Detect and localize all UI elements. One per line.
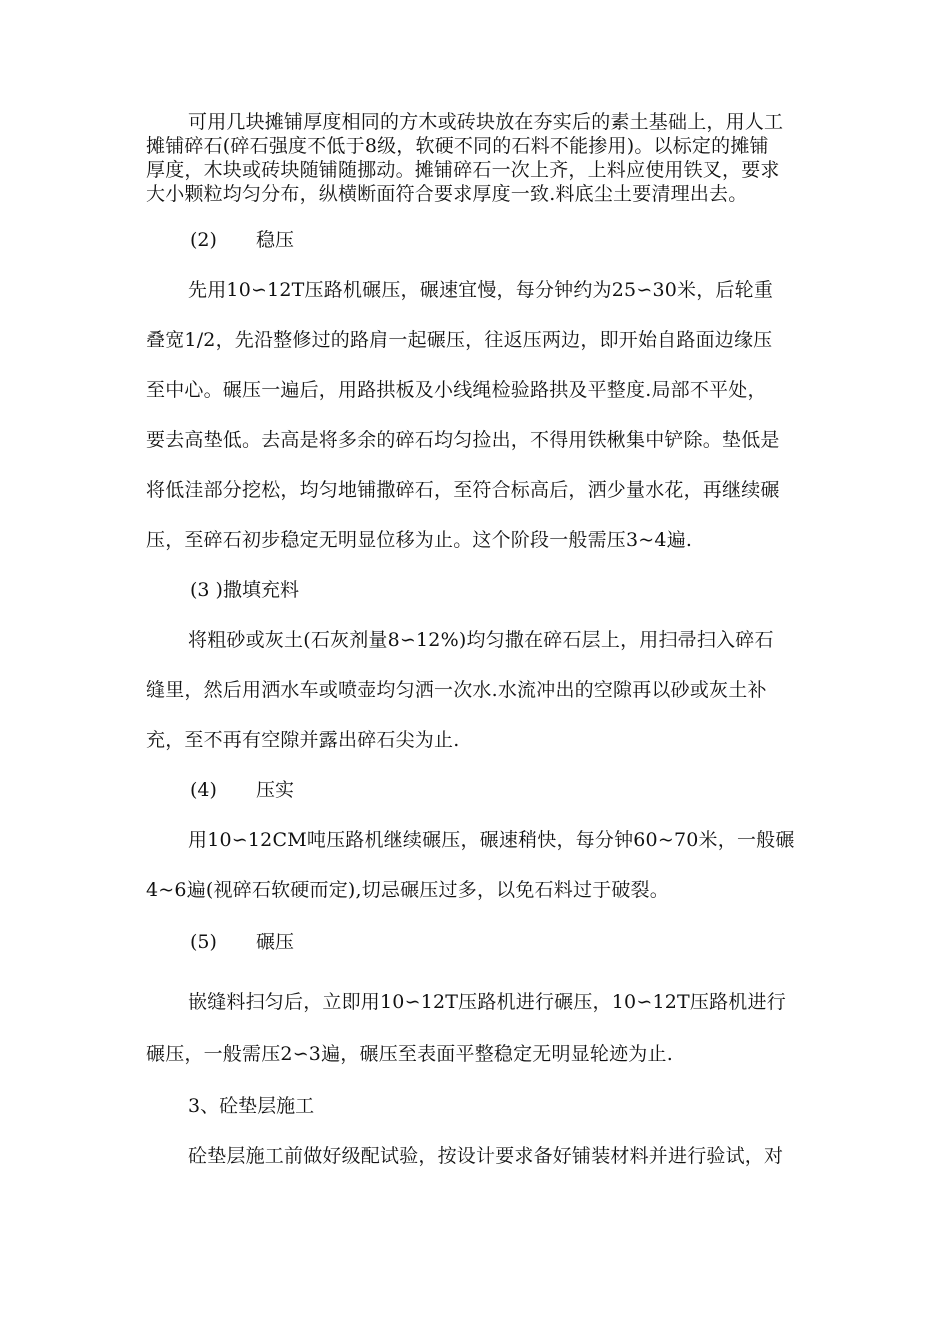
paragraph-line: 嵌缝料扫匀后，立即用10∽12T压路机进行碾压，10∽12T压路机进行 (188, 991, 786, 1013)
paragraph-line: 碾压，一般需压2∽3遍，碾压至表面平整稳定无明显轮迹为止. (146, 1043, 673, 1065)
section-heading (190, 228, 294, 252)
paragraph-line: 4~6遍(视碎石软硬而定),切忌碾压过多，以免石料过于破裂。 (146, 879, 669, 901)
paragraph-line: 将粗砂或灰土(石灰剂量8∽12%)均匀撒在碎石层上，用扫帚扫入碎石 (188, 629, 774, 651)
paragraph-line: 压，至碎石初步稳定无明显位移为止。这个阶段一般需压3~4遍. (146, 529, 693, 551)
section-heading (190, 578, 299, 602)
paragraph-line: 摊铺碎石(碎石强度不低于8级，软硬不同的石料不能掺用)。以标定的摊铺 (146, 135, 769, 157)
paragraph-line: 用10∽12CM吨压路机继续碾压，碾速稍快，每分钟60~70米，一般碾 (188, 829, 795, 851)
section-title: 稳压 (256, 229, 295, 251)
paragraph-line: 要去高垫低。去高是将多余的碎石均匀捡出，不得用铁楸集中铲除。垫低是 (146, 429, 780, 451)
paragraph-line: 叠宽1/2，先沿整修过的路肩一起碾压，往返压两边，即开始自路面边缘压 (146, 329, 773, 351)
section-title: 压实 (256, 779, 295, 801)
paragraph-line: 厚度，木块或砖块随铺随挪动。摊铺碎石一次上齐，上料应使用铁叉，要求 (146, 159, 780, 181)
paragraph-line: 砼垫层施工前做好级配试验，按设计要求备好铺装材料并进行验试，对 (188, 1145, 784, 1167)
paragraph-line: 可用几块摊铺厚度相同的方木或砖块放在夯实后的素土基础上，用人工 (188, 111, 784, 133)
paragraph-line: 将低洼部分挖松，均匀地铺撒碎石，至符合标高后，洒少量水花，再继续碾 (146, 479, 780, 501)
section-title: (3 )撒填充料 (190, 579, 299, 601)
paragraph-line: 充，至不再有空隙并露出碎石尖为止. (146, 729, 460, 751)
paragraph-line: 缝里，然后用洒水车或喷壶均匀洒一次水.水流冲出的空隙再以砂或灰土补 (146, 679, 767, 701)
section-number: (4) (190, 779, 217, 801)
paragraph-line: 先用10∽12T压路机碾压，碾速宜慢，每分钟约为25∽30米，后轮重 (188, 279, 774, 301)
section-heading (190, 778, 294, 802)
paragraph-line: 至中心。碾压一遍后，用路拱板及小线绳检验路拱及平整度.局部不平处， (146, 379, 767, 401)
section-title: 碾压 (256, 931, 295, 953)
section-heading (188, 1094, 314, 1118)
section-number: (5) (190, 931, 217, 953)
section-title: 3、砼垫层施工 (188, 1095, 315, 1117)
section-number: (2) (190, 229, 217, 251)
section-heading (190, 930, 294, 954)
paragraph-line: 大小颗粒均匀分布，纵横断面符合要求厚度一致.料底尘土要清理出去。 (146, 183, 748, 205)
